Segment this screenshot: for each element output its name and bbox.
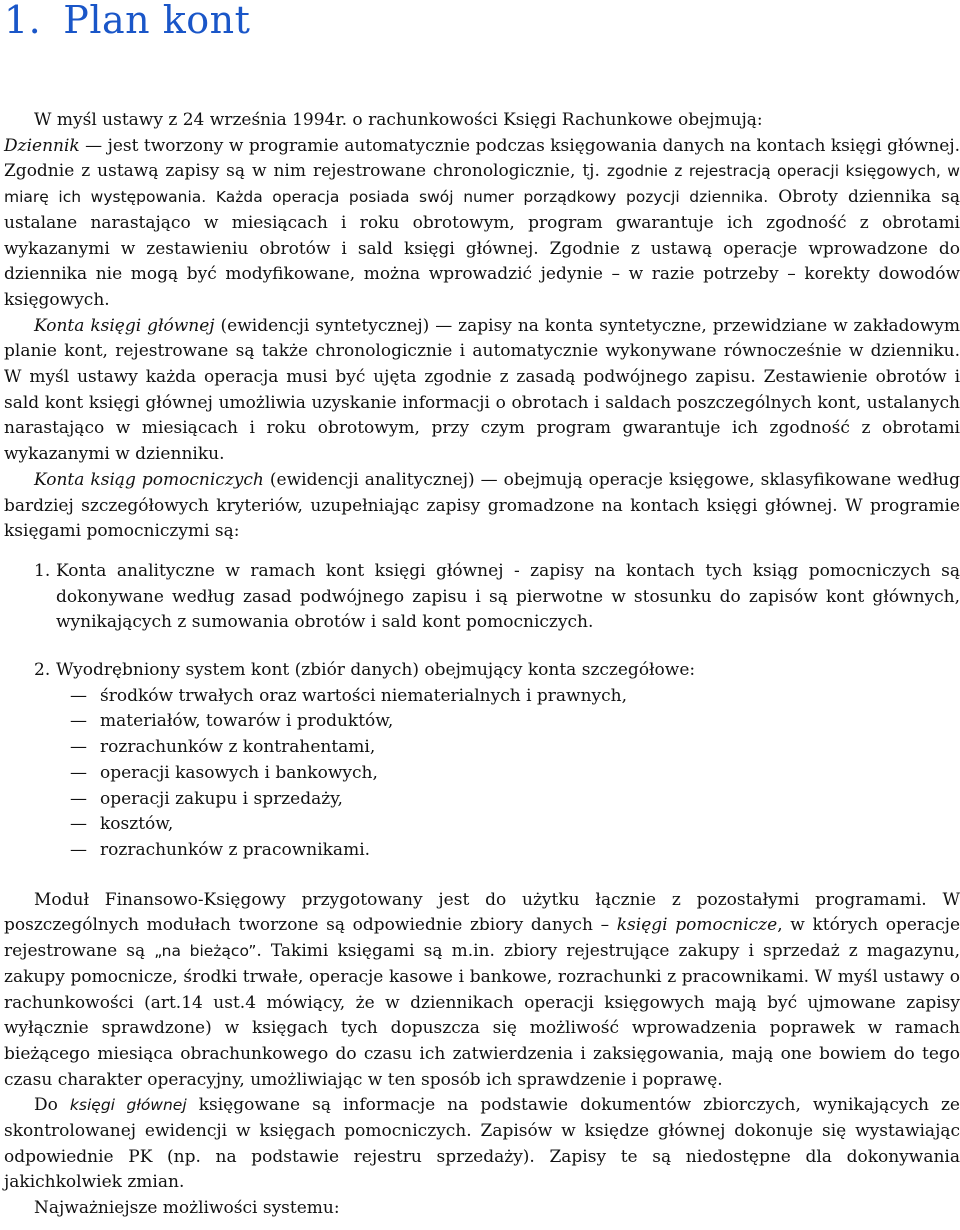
dash-marker: — [70, 685, 87, 706]
list-item [4, 658, 960, 864]
modul-text-b: , w których operacje rejestrowane są [4, 915, 960, 962]
dash-item: — kosztów, [4, 812, 960, 838]
modul-text-a: Moduł Finansowo-Księgowy przygotowany jest do użytku łącznie z pozostałymi programami. W poszczególnych modułach tworzone są odpowiednie zbiory danych – [4, 889, 960, 936]
dziennik-text-a: — jest tworzony w programie automatycznie podczas księgowania danych na kontach księgi głównej. Zgodnie z ustawą zapisy są w nim rejestrowane chronologicznie, tj. [4, 135, 960, 182]
dash-marker: — [70, 839, 87, 860]
section-number: 1. [4, 0, 42, 42]
dash-marker: — [70, 737, 87, 758]
dash-item: — materiałów, towarów i produktów, [4, 709, 960, 735]
do-ksiegi-paragraph [4, 1093, 960, 1196]
dash-item: — operacji zakupu i sprzedaży, [4, 787, 960, 813]
konta-pomocniczych-term: Konta ksiąg pomocniczych [34, 469, 264, 490]
ksiegi-glownej-term: księgi głównej [69, 1096, 187, 1115]
konta-glownej-paragraph [4, 314, 960, 468]
list-item-text: Konta analityczne w ramach kont księgi głównej - zapisy na kontach tych ksiąg pomocniczych są dokonywane według zasad podwójnego zapisu i są pierwotne w stosunku do zapisów kont głównych, wynikających z sumowania obrotów i sald kont pomocniczych. [56, 560, 960, 633]
konta-pomocniczych-text: (ewidencji analitycznej) — obejmują operacje księgowe, sklasyfikowane według bardziej szczegółowych kryteriów, uzupełniając zapisy gromadzone na kontach księgi głównej. W programie księgami pomocniczymi są: [4, 469, 960, 542]
dash-item: — rozrachunków z pracownikami. [4, 838, 960, 864]
konta-glownej-term: Konta księgi głównej [34, 315, 215, 336]
na-biezaco-quote: „na bieżąco” [154, 942, 257, 961]
dash-item: — rozrachunków z kontrahentami, [4, 735, 960, 761]
dash-list [4, 684, 960, 864]
list-marker: 1. [34, 560, 51, 581]
list-item-text: Wyodrębniony system kont (zbiór danych) obejmujący konta szczegółowe: [56, 660, 696, 681]
konta-glownej-text: (ewidencji syntetycznej) — zapisy na konta syntetyczne, przewidziane w zakładowym planie kont, rejestrowane są także chronologicznie i automatycznie wykonywane równocześnie w dzienniku. W myśl ustawy każda operacja musi być ujęta zgodnie z zasadą podwójnego zapisu. Zestawienie obrotów i sald kont księgi głównej umożliwia uzyskanie informacji o obrotach i saldach poszczególnych kont, ustalanych narastająco w miesiącach i roku obrotowym, przy czym program gwarantuje ich zgodność z obrotami wykazanymi w dzienniku. [4, 315, 960, 465]
list-marker: 2. [34, 660, 51, 681]
dash-marker: — [70, 814, 87, 835]
dash-marker: — [70, 711, 87, 732]
dash-item: — operacji kasowych i bankowych, [4, 761, 960, 787]
ksiegi-pomocnicze-term: księgi pomocnicze [616, 915, 778, 936]
modul-text-c: . Takimi księgami są m.in. zbiory rejestrujące zakupy i sprzedaż z magazynu, zakupy pomocnicze, środki trwałe, operacje kasowe i bankowe, rozrachunki z pracownikami. W myśl ustawy o rachunkowości (art.14 ust.4 mówiący, że w dziennikach operacji księgowych mają być ujmowane zapisy wyłącznie sprawdzone) w księgach tych dopuszcza się możliwość wprowadzenia poprawek w ramach bieżącego miesiąca obrachunkowego do czasu ich zatwierdzenia i zaksięgowania, mają one bowiem do tego czasu charakter operacyjny, umożliwiając w ten sposób ich sprawdzenie i poprawę. [4, 941, 960, 1090]
modul-paragraph [4, 888, 960, 1094]
section-heading [4, 0, 960, 48]
numbered-list [4, 559, 960, 864]
do-ksiegi-text-a: Do [34, 1095, 70, 1116]
dziennik-sans-text: zgodnie z rejestracją operacji księgowych, w miarę ich występowania. Każda operacja posiada swój numer porządkowy pozycji dziennika. [4, 162, 960, 207]
dash-marker: — [70, 762, 87, 783]
dziennik-term: Dziennik [4, 135, 80, 156]
section-title: Plan kont [63, 0, 251, 42]
dash-item: — środków trwałych oraz wartości niematerialnych i prawnych, [4, 684, 960, 710]
konta-pomocniczych-paragraph [4, 468, 960, 545]
intro-paragraph [4, 108, 960, 314]
list-item [4, 559, 960, 636]
dash-marker: — [70, 788, 87, 809]
dziennik-text-b: Obroty dziennika są ustalane narastająco w miesiącach i roku obrotowym, program gwarantuje ich zgodność z obrotami wykazanymi w zestawieniu obrotów i sald księgi głównej. Zgodnie z ustawą operacje wprowadzone do dziennika nie mogą być modyfikowane, można wprowadzić jedynie – w razie potrzeby – korekty dowodów księgowych. [4, 187, 960, 310]
najwazniejsze-paragraph: Najważniejsze możliwości systemu: [34, 1198, 340, 1219]
do-ksiegi-text-b: księgowane są informacje na podstawie dokumentów zbiorczych, wynikających ze skontrolowanej ewidencji w księgach pomocniczych. Zapisów w księdze głównej dokonuje się wystawiając odpowiednie PK (np. na podstawie rejestru sprzedaży). Zapisy te są niedostępne dla dokonywania jakichkolwiek zmian. [4, 1095, 960, 1193]
intro-lead: W myśl ustawy z 24 września 1994r. o rachunkowości Księgi Rachunkowe obejmują: [34, 110, 763, 130]
